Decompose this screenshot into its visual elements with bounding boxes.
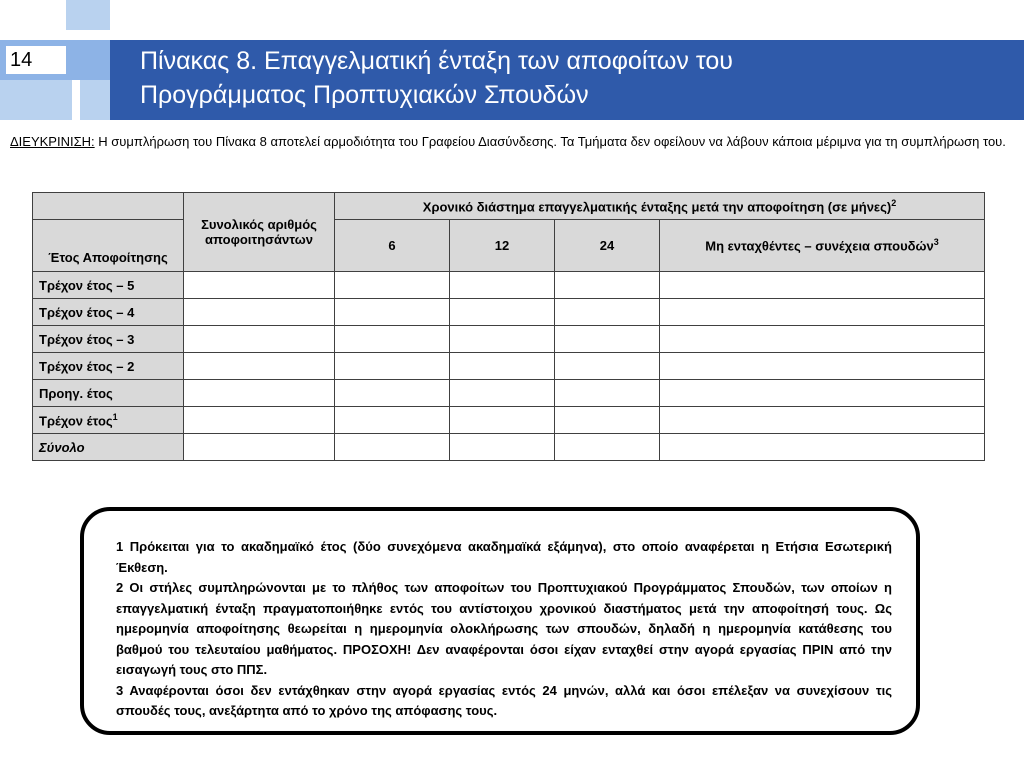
input-cell[interactable]	[450, 326, 555, 353]
header-12-months: 12	[450, 220, 555, 272]
title-line-1: Πίνακας 8. Επαγγελματική ένταξη των αποφοίτων του	[140, 47, 733, 75]
input-cell[interactable]	[660, 380, 985, 407]
input-cell[interactable]	[184, 380, 335, 407]
row-label: Τρέχον έτος – 2	[33, 353, 184, 380]
row-label: Προηγ. έτος	[33, 380, 184, 407]
row-label: Τρέχον έτος – 4	[33, 299, 184, 326]
decor-square	[80, 80, 110, 120]
decor-square	[0, 80, 72, 120]
input-cell[interactable]	[184, 434, 335, 461]
input-cell[interactable]	[335, 380, 450, 407]
graduates-employment-table	[32, 192, 985, 461]
input-cell[interactable]	[335, 407, 450, 434]
table-row	[33, 272, 985, 299]
clarification-note	[10, 132, 1014, 152]
decor-square	[66, 0, 110, 30]
input-cell[interactable]	[184, 299, 335, 326]
table-row	[33, 299, 985, 326]
footnote-ref: 2	[891, 197, 897, 208]
input-cell[interactable]	[450, 299, 555, 326]
header-24-months: 24	[555, 220, 660, 272]
table-row	[33, 353, 985, 380]
footnotes-box	[80, 507, 920, 735]
input-cell[interactable]	[555, 272, 660, 299]
header-row-2	[33, 220, 985, 272]
header-row-1	[33, 193, 985, 220]
title-line-2: Προγράμματος Προπτυχιακών Σπουδών	[140, 81, 589, 109]
input-cell[interactable]	[184, 407, 335, 434]
empty-header-cell	[33, 193, 184, 220]
input-cell[interactable]	[555, 353, 660, 380]
input-cell[interactable]	[660, 353, 985, 380]
header-period-group: Χρονικό διάστημα επαγγελματικής ένταξης μετά την αποφοίτηση (σε μήνες)$^2$	[335, 193, 985, 220]
input-cell[interactable]	[335, 326, 450, 353]
input-cell[interactable]	[660, 407, 985, 434]
table-row	[33, 407, 985, 434]
input-cell[interactable]	[660, 272, 985, 299]
slide-number: 14	[6, 46, 66, 74]
input-cell[interactable]	[450, 353, 555, 380]
input-cell[interactable]	[450, 434, 555, 461]
table-row	[33, 326, 985, 353]
input-cell[interactable]	[184, 272, 335, 299]
total-row	[33, 434, 985, 461]
input-cell[interactable]	[660, 434, 985, 461]
footnote-ref: 3	[933, 237, 939, 248]
header-total-graduates: Συνολικός αριθμός αποφοιτησάντων	[184, 193, 335, 272]
header-not-employed: Μη ενταχθέντες – συνέχεια σπουδών$^3$	[660, 220, 985, 272]
input-cell[interactable]	[335, 434, 450, 461]
input-cell[interactable]	[335, 299, 450, 326]
input-cell[interactable]	[450, 407, 555, 434]
input-cell[interactable]	[335, 272, 450, 299]
footnote-3: 3 Αναφέρονται όσοι δεν εντάχθηκαν στην αγορά εργασίας εντός 24 μηνών, αλλά και όσοι επέλεξαν να συνεχίσουν τις σπουδές τους, ανεξάρτητα από το χρόνο της απόφασης τους.	[116, 682, 892, 718]
input-cell[interactable]	[450, 380, 555, 407]
input-cell[interactable]	[660, 299, 985, 326]
row-label: Σύνολο	[33, 434, 184, 461]
row-label: Τρέχον έτος – 5	[33, 272, 184, 299]
table-row	[33, 380, 985, 407]
slide-title	[140, 44, 1010, 112]
input-cell[interactable]	[555, 434, 660, 461]
row-label: Τρέχον έτος$^1$	[33, 407, 184, 434]
input-cell[interactable]	[335, 353, 450, 380]
header-6-months: 6	[335, 220, 450, 272]
input-cell[interactable]	[555, 299, 660, 326]
input-cell[interactable]	[184, 353, 335, 380]
input-cell[interactable]	[555, 326, 660, 353]
footnote-2: 2 Οι στήλες συμπληρώνονται με το πλήθος των αποφοίτων του Προπτυχιακού Προγράμματος Σπουδών, των οποίων η επαγγελματική ένταξη πραγματοποιήθηκε εντός του αντίστοιχου χρονικού διαστήματος μετά την αποφοίτησή τους. Ως ημερομηνία αποφοίτησης θεωρείται η ημερομηνία ολοκλήρωσης των σπουδών, δηλαδή η ημερομηνία κατάθεσης του βαθμού του τελευταίου μαθήματος. ΠΡΟΣΟΧΗ! Δεν αναφέρονται όσοι είχαν ενταχθεί στην αγορά εργασίας ΠΡΙΝ από την εισαγωγή τους στο ΠΠΣ.	[116, 580, 892, 677]
footnote-ref: 1	[112, 411, 118, 422]
footnote-1: 1 Πρόκειται για το ακαδημαϊκό έτος (δύο συνεχόμενα ακαδημαϊκά εξάμηνα), στο οποίο αναφέρεται η Ετήσια Εσωτερική Έκθεση.	[116, 539, 892, 575]
input-cell[interactable]	[184, 326, 335, 353]
note-text: Η συμπλήρωση του Πίνακα 8 αποτελεί αρμοδιότητα του Γραφείου Διασύνδεσης. Τα Τμήματα δεν οφείλουν να λάβουν κάποια μέριμνα για τη συμπλήρωση του.	[94, 134, 1006, 149]
note-label: ΔΙΕΥΚΡΙΝΙΣΗ:	[10, 134, 95, 149]
input-cell[interactable]	[450, 272, 555, 299]
input-cell[interactable]	[555, 380, 660, 407]
header-graduation-year: Έτος Αποφοίτησης	[33, 220, 184, 272]
input-cell[interactable]	[660, 326, 985, 353]
input-cell[interactable]	[555, 407, 660, 434]
row-label: Τρέχον έτος – 3	[33, 326, 184, 353]
